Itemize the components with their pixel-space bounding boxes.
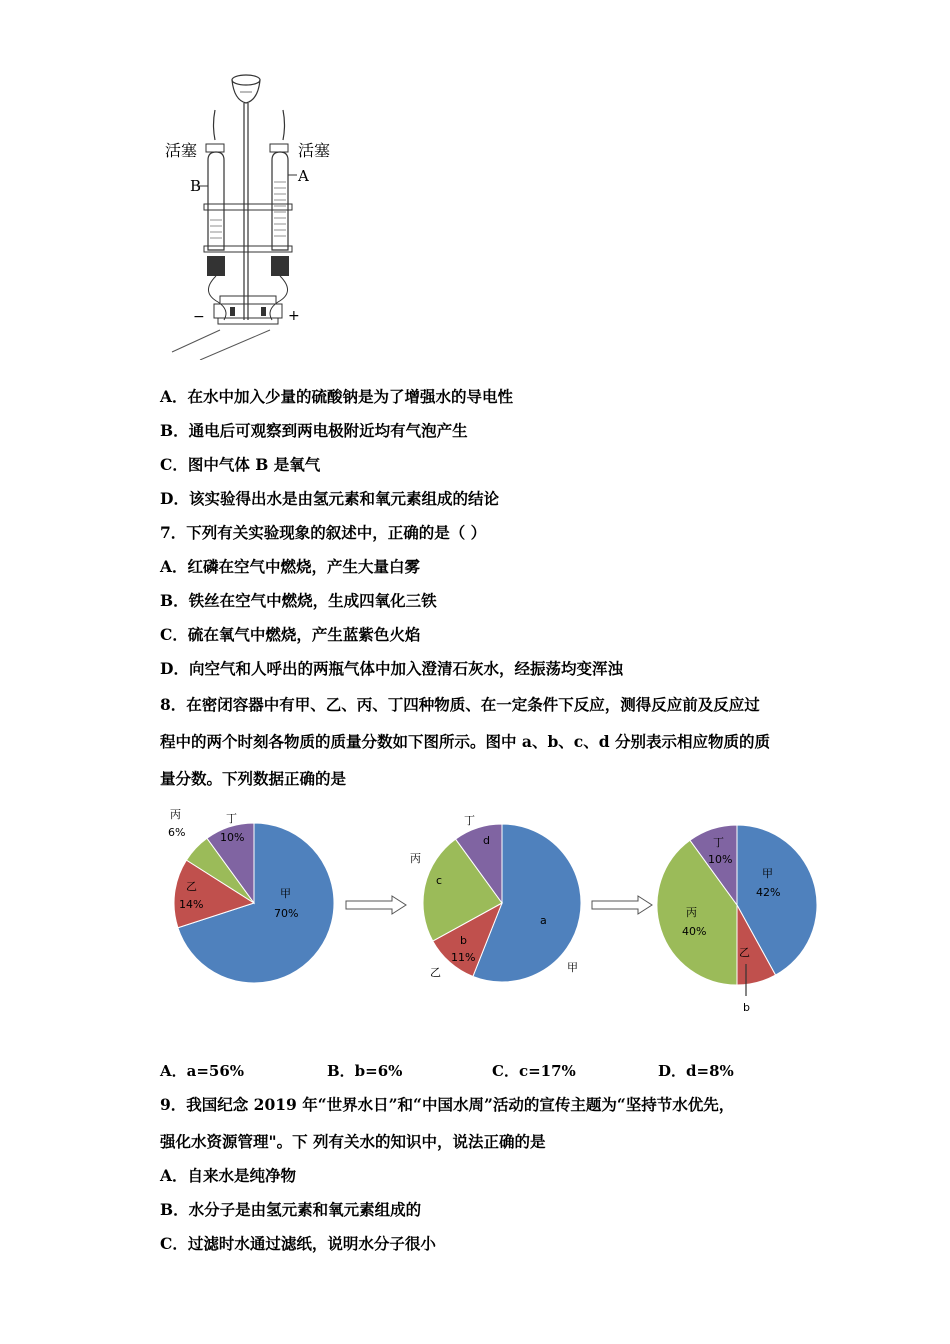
q8-stem-line-3: 量分数。下列数据正确的是 [160,769,347,788]
q8-option-b: B．b=6% [327,1062,403,1080]
q9-stem-line-1: 9．我国纪念 2019 年“世界水日”和“中国水周”活动的宣传主题为“坚持节水优先， [160,1095,735,1114]
q8-stem-line-1: 8．在密闭容器中有甲、乙、丙、丁四种物质、在一定条件下反应，测得反应前及反应过 [160,695,760,714]
pie3-label-ding: 丁 [713,836,724,849]
pie2-label-d: d [483,834,490,847]
pie1-label-jia: 甲 [280,887,291,900]
q8-option-a: A．a=56% [160,1062,245,1080]
pie1-value-jia: 70% [274,907,299,920]
pie2-label-c: c [436,874,443,887]
q8-option-d: D．d=8% [658,1062,734,1080]
pie3-label-bing: 丙 [686,906,697,919]
pie2-label-jia: 甲 [567,961,578,974]
q9-option-b: B．水分子是由氢元素和氧元素组成的 [160,1200,422,1219]
positive-terminal-label: + [288,308,300,324]
pie1-label-yi: 乙 [186,880,197,893]
q9-option-c: C．过滤时水通过滤纸，说明水分子很小 [160,1234,436,1253]
q7-option-a: A．红磷在空气中燃烧，产生大量白雾 [160,557,421,576]
q7-stem: 7．下列有关实验现象的叙述中，正确的是（ ） [160,523,487,542]
q8-option-c: C．c=17% [492,1062,576,1080]
pie2-label-a: a [540,914,547,927]
stopcock-right-label: 活塞 [298,141,331,160]
q6-option-c: C．图中气体 B 是氧气 [160,455,321,474]
q9-stem-line-2: 强化水资源管理"。下 列有关水的知识中，说法正确的是 [160,1132,546,1151]
q6-option-b: B．通电后可观察到两电极附近均有气泡产生 [160,421,468,440]
pie1-value-yi: 14% [179,898,204,911]
pie2-value-b: 11% [451,951,476,964]
q7-option-b: B．铁丝在空气中燃烧，生成四氧化三铁 [160,591,437,610]
pie-chart-final [657,825,817,985]
pie1-value-ding: 10% [220,831,245,844]
pie3-value-jia: 42% [756,886,781,899]
arrow-right-icon [592,896,652,914]
pie2-label-bing: 丙 [410,852,421,865]
pie1-label-ding: 丁 [226,812,237,825]
stopcock-left-label: 活塞 [165,141,198,160]
q8-stem-line-2: 程中的两个时刻各物质的质量分数如下图所示。图中 a、b、c、d 分别表示相应物质的质 [160,732,770,751]
pie3-label-b: b [743,1001,750,1014]
pie2-label-yi: 乙 [430,966,441,979]
q6-option-a: A．在水中加入少量的硫酸钠是为了增强水的导电性 [160,387,514,406]
q7-option-d: D．向空气和人呼出的两瓶气体中加入澄清石灰水，经振荡均变浑浊 [160,659,623,678]
electrolysis-apparatus-figure [160,70,360,360]
pie-chart-middle [423,824,581,982]
pie3-value-ding: 10% [708,853,733,866]
pie3-value-bing: 40% [682,925,707,938]
q7-option-c: C．硫在氧气中燃烧，产生蓝紫色火焰 [160,625,421,644]
pie3-label-jia: 甲 [762,867,773,880]
pie3-label-yi: 乙 [739,946,750,959]
q6-option-d: D．该实验得出水是由氢元素和氧元素组成的结论 [160,489,499,508]
pie1-label-bing: 丙 [170,808,181,821]
gas-b-label: B [190,177,202,195]
arrow-right-icon [346,896,406,914]
pie2-label-ding: 丁 [464,814,475,827]
pie-charts-figure [160,800,830,1030]
q9-option-a: A．自来水是纯净物 [160,1166,297,1185]
pie2-label-b: b [460,934,467,947]
gas-a-label: A [298,167,309,185]
negative-terminal-label: − [193,309,205,325]
pie1-value-bing: 6% [168,826,186,839]
